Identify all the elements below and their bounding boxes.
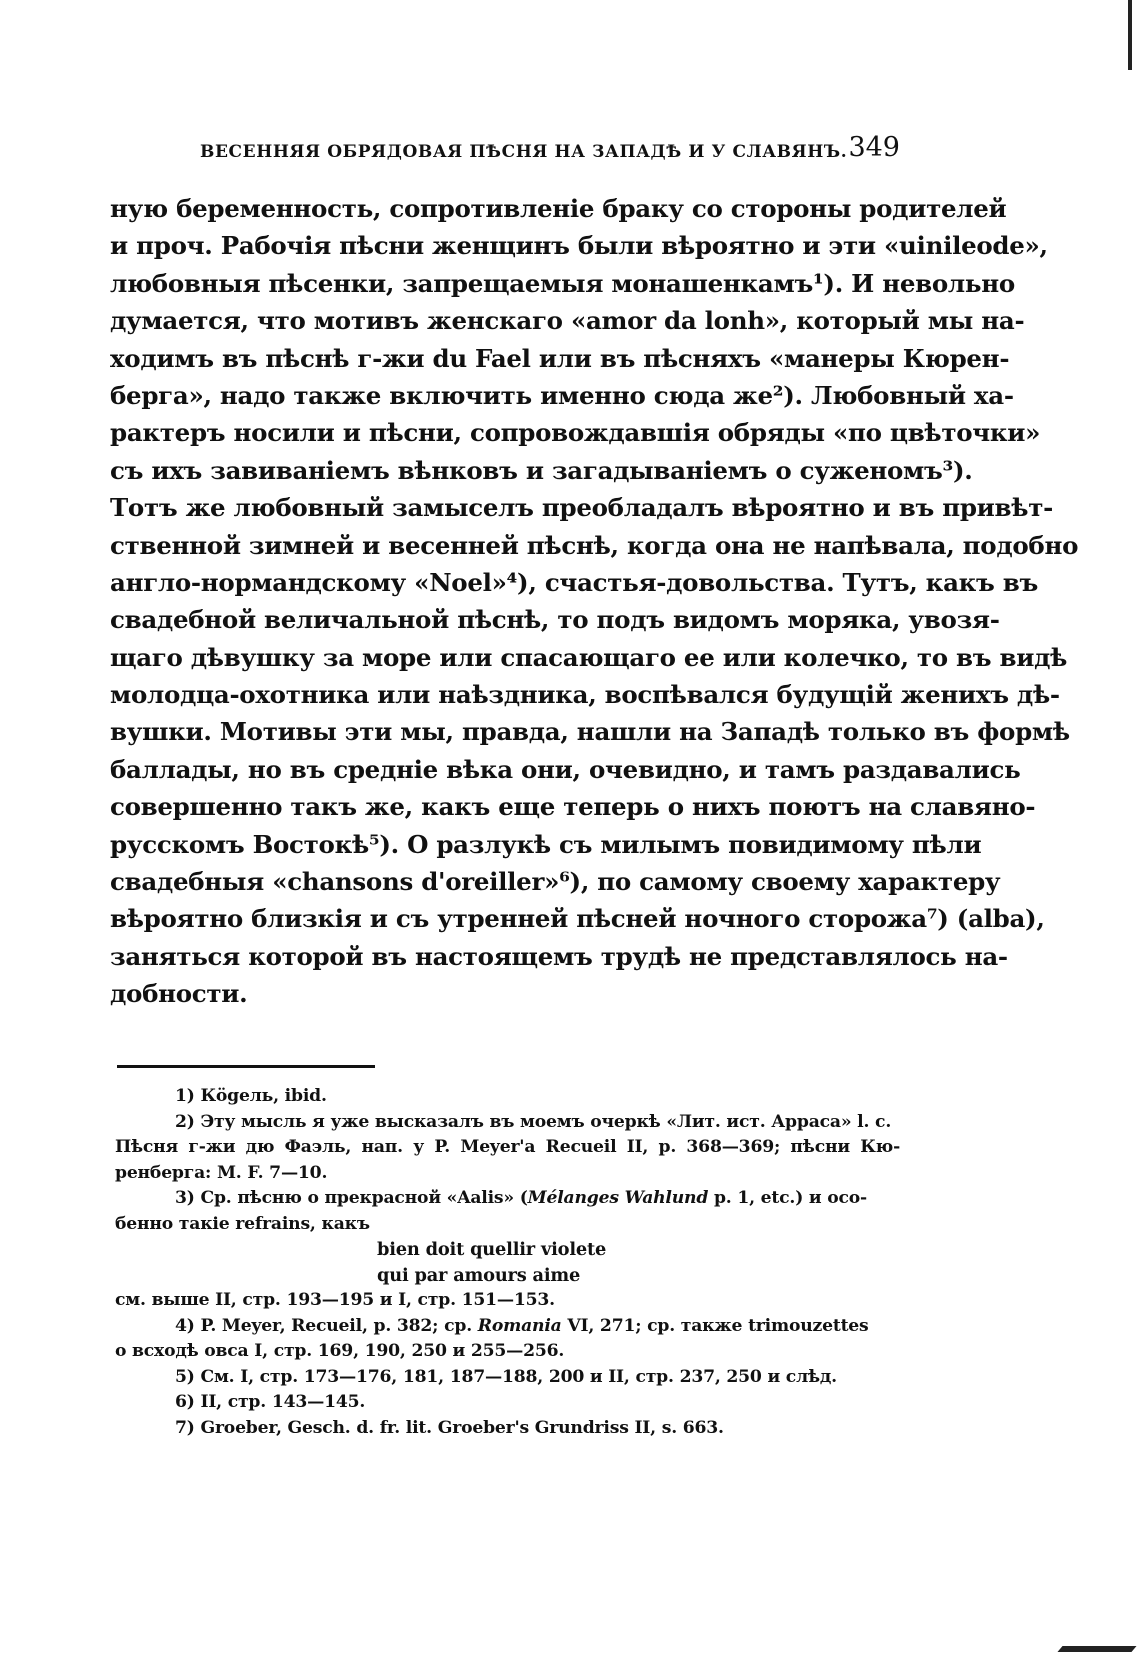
footnote-3-text: p. 1, etc.) и осо- — [708, 1188, 867, 1208]
footnote-divider — [117, 1065, 375, 1068]
text-line: англо-нормандскому «Noel»⁴), счастья-довольства. Тутъ, какъ въ — [110, 567, 1038, 597]
text-line: свадебной величальной пѣснѣ, то подъ видомъ моряка, увозя- — [110, 605, 1000, 635]
footnote-3-verse: qui par amours aime — [377, 1264, 581, 1286]
text-line: вушки. Мотивы эти мы, правда, нашли на Западѣ только въ формѣ — [110, 717, 1070, 747]
text-line: заняться которой въ настоящемъ трудѣ не представлялось на- — [110, 941, 1008, 971]
running-title: ВЕСЕННЯЯ ОБРЯДОВАЯ ПѢСНЯ НА ЗАПАДѢ И У СЛАВЯНЪ. — [200, 142, 848, 162]
text-line: съ ихъ завиваніемъ вѣнковъ и загадываніемъ о суженомъ³). — [110, 455, 973, 485]
text-line: ную беременность, сопротивленіе браку со стороны родителей — [110, 194, 1007, 223]
text-line: баллады, но въ средніе вѣка они, очевидно, и тамъ раздавались — [110, 754, 1021, 784]
footnote-7: 7) Groeber, Gesch. d. fr. lit. Groeber's Grundriss II, s. 663. — [175, 1417, 724, 1438]
footnote-4-text: VI, 271; ср. также trimouzettes — [561, 1315, 869, 1336]
footnote-2-cont: Пѣсня г-жи дю Фаэль, нап. у P. Meyer'a Recueil II, p. 368—369; пѣсни Кю- — [115, 1137, 900, 1157]
footnote-5: 5) См. I, стр. 173—176, 181, 187—188, 200 и II, стр. 237, 250 и слѣд. — [175, 1366, 837, 1387]
scan-edge-mark — [1128, 0, 1132, 70]
text-line: и проч. Рабочія пѣсни женщинъ были вѣроятно и эти «uinileode», — [110, 231, 1048, 261]
text-line: молодца-охотника или наѣздника, воспѣвался будущій женихъ дѣ- — [110, 680, 1060, 710]
text-line: щаго дѣвушку за море или спасающаго ее или колечко, то въ видѣ — [110, 642, 1068, 672]
footnote-1: 1) Кögель, ibid. — [175, 1086, 327, 1106]
text-line: ственной зимней и весенней пѣснѣ, когда она не напѣвала, подобно — [110, 530, 1079, 560]
footnote-3-text: 3) Ср. пѣсню о прекрасной «Aalis» ( — [175, 1188, 528, 1208]
text-line: рактеръ носили и пѣсни, сопровождавшія обряды «по цвѣточки» — [110, 418, 1041, 448]
text-line: вѣроятно близкія и съ утренней пѣсней ночного сторожа⁷) (alba), — [110, 904, 1045, 934]
page-number: 349 — [848, 132, 900, 163]
running-header — [200, 132, 900, 172]
footnote-2: 2) Эту мысль я уже высказалъ въ моемъ очеркѣ «Лит. ист. Арраса» l. c. — [175, 1111, 892, 1132]
footnote-4-text: 4) P. Meyer, Recueil, p. 382; ср. — [175, 1315, 478, 1336]
text-line: думается, что мотивъ женскаго «amor da lonh», который мы на- — [110, 306, 1025, 336]
footnote-3-title: Mélanges Wahlund — [527, 1188, 709, 1208]
text-line: русскомъ Востокѣ⁵). О разлукѣ съ милымъ повидимому пѣли — [110, 829, 982, 859]
footnote-4 — [115, 1314, 900, 1340]
footnote-3-verse: bien doit quellir violete — [377, 1239, 607, 1260]
footnotes — [115, 1084, 900, 1441]
text-line: любовныя пѣсенки, запрещаемыя монашенкамъ¹). И невольно — [110, 268, 1015, 298]
text-line: Тотъ же любовный замыселъ преобладалъ вѣроятно и въ привѣт- — [110, 493, 1053, 523]
text-line: добности. — [110, 979, 248, 1009]
footnote-3 — [115, 1186, 900, 1212]
main-text — [110, 190, 1079, 1013]
text-line: ходимъ въ пѣснѣ г-жи du Fael или въ пѣсняхъ «манеры Кюрен- — [110, 343, 1010, 373]
text-line: берга», надо также включить именно сюда же²). Любовный ха- — [110, 380, 1014, 410]
footnote-4-cont: о всходѣ овса I, стр. 169, 190, 250 и 255—256. — [115, 1341, 565, 1361]
footnote-2-cont: ренберга: M. F. 7—10. — [115, 1162, 328, 1183]
footnote-3-cont: см. выше II, стр. 193—195 и I, стр. 151—153. — [115, 1290, 555, 1310]
footnote-4-title: Romania — [477, 1315, 562, 1336]
footnote-6: 6) II, стр. 143—145. — [175, 1392, 366, 1412]
text-line: свадебныя «chansons d'oreiller»⁶), по самому своему характеру — [110, 867, 1001, 897]
footnote-3-cont: бенно такіе refrains, какъ — [115, 1213, 370, 1234]
scan-corner-mark — [1057, 1646, 1136, 1652]
text-line: совершенно такъ же, какъ еще теперь о нихъ поютъ на славяно- — [110, 792, 1036, 822]
